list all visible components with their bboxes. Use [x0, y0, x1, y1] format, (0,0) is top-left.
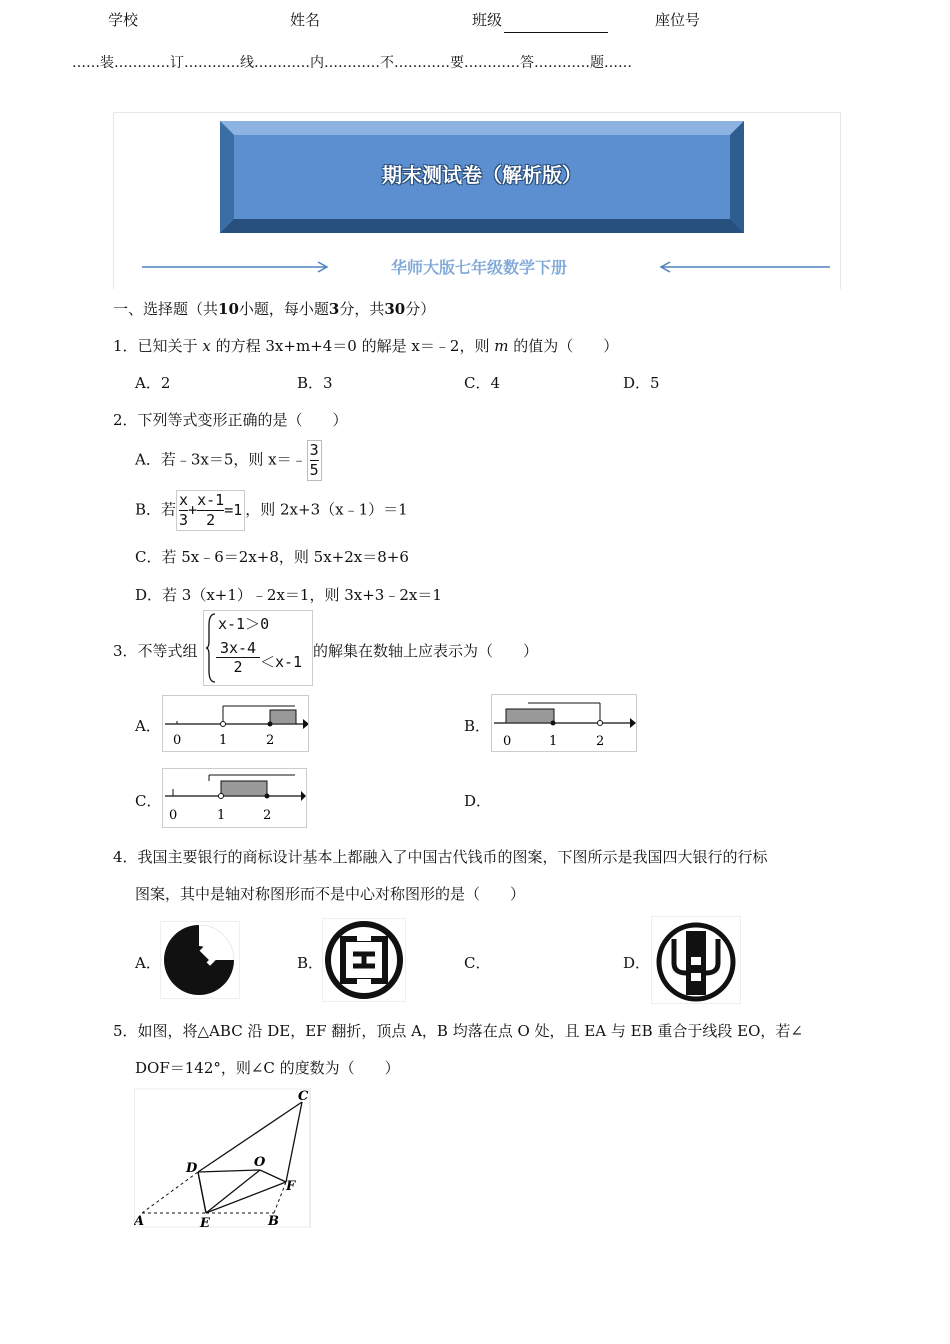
q3-number-line-c[interactable]: [162, 768, 307, 828]
q5-triangle-figure: [134, 1088, 312, 1230]
q2-b-result: ，则 2x+3（x﹣1）＝1: [245, 500, 408, 519]
abc-logo-icon[interactable]: [651, 916, 741, 1004]
q1-text-e: 的值为（ ）: [513, 337, 619, 355]
q1-option-c[interactable]: C．4: [464, 374, 501, 392]
question-1: [113, 335, 618, 356]
q3-option-a-label[interactable]: A．: [135, 717, 161, 735]
q2-a-numerator: 3: [309, 441, 319, 459]
q4-option-d-label[interactable]: D．: [623, 954, 651, 972]
q2-b-plus: +: [188, 501, 198, 519]
q4-text-line1: 我国主要银行的商标设计基本上都融入了中国古代钱币的图案，下图所示是我国四大银行的行标: [137, 848, 768, 866]
question-4-line1: [113, 846, 768, 867]
point-E: E: [200, 1216, 210, 1230]
q3-option-b-label[interactable]: B．: [464, 717, 491, 735]
q4-option-c-label[interactable]: C．: [464, 954, 491, 972]
q2-number: 2．: [113, 411, 138, 429]
question-3-prefix: [113, 640, 198, 661]
q5-number: 5．: [113, 1022, 138, 1040]
section-label: 一、选择题（共: [113, 300, 219, 318]
q2-a-fraction: [307, 440, 322, 481]
section-per: 3: [328, 300, 340, 318]
q1-text-d: ，则: [459, 337, 490, 355]
school-label: 学校: [108, 11, 139, 29]
tick-2: 2: [266, 733, 275, 748]
q1-text-c: 的解是: [361, 337, 407, 355]
section-end: 分）: [405, 300, 436, 318]
name-label: 姓名: [290, 11, 321, 29]
tick-0: 0: [169, 808, 178, 823]
q3-brace-icon: [206, 613, 216, 683]
q2-b-text: B．若: [135, 500, 177, 519]
q3-row2-numerator: 3x-4: [216, 639, 260, 658]
q1-option-b[interactable]: B．3: [297, 374, 333, 392]
q3-row1: x-1＞0: [218, 615, 270, 633]
q1-text-b: 的方程: [215, 337, 261, 355]
icbc-logo-icon[interactable]: [322, 918, 406, 1002]
tick-0: 0: [173, 733, 182, 748]
q3-number-line-a[interactable]: [162, 695, 309, 752]
question-4-line2: 图案，其中是轴对称图形而不是中心对称图形的是（ ）: [135, 885, 526, 903]
q2-text: 下列等式变形正确的是（ ）: [137, 411, 348, 429]
binding-line: ……装…………订…………线…………内…………不…………要…………答…………题……: [72, 55, 632, 71]
right-arrow-icon: [658, 261, 830, 273]
section-count: 10: [218, 300, 239, 318]
q4-number: 4．: [113, 848, 138, 866]
title-banner: [113, 112, 841, 289]
section-mid2: 分，共: [339, 300, 385, 318]
q1-number: 1．: [113, 337, 138, 355]
q3-inequality-system: [203, 610, 313, 686]
q3-option-d-label[interactable]: D．: [464, 792, 492, 810]
ccb-logo-icon[interactable]: [160, 921, 240, 999]
tick-0: 0: [503, 734, 512, 749]
q2-b-equals: =1: [224, 501, 243, 519]
tick-1: 1: [549, 734, 558, 749]
point-F: F: [286, 1179, 296, 1194]
tick-2: 2: [596, 734, 605, 749]
q1-var-m: m: [494, 337, 509, 355]
q2-b-expression: [176, 490, 245, 531]
point-O: O: [254, 1155, 266, 1170]
q2-a-denominator: 5: [309, 461, 319, 479]
q3-pre: 不等式组: [137, 642, 198, 660]
q4-option-b-label[interactable]: B．: [297, 954, 324, 972]
seat-label: 座位号: [655, 11, 701, 29]
section-mid1: 小题，每小题: [238, 300, 329, 318]
q2-option-a[interactable]: [135, 440, 322, 481]
question-5-line2: DOF＝142°，则∠C 的度数为（ ）: [135, 1059, 400, 1077]
banner-title: 期末测试卷（解析版）: [382, 163, 582, 187]
section-heading: [113, 298, 435, 319]
q4-option-a-label[interactable]: A．: [135, 954, 161, 972]
q3-suffix: 的解集在数轴上应表示为（ ）: [313, 642, 539, 660]
q2-b-num1: x: [179, 491, 189, 509]
q1-var-x: x: [202, 337, 211, 355]
q3-row2-relation: ＜x-1: [260, 653, 303, 671]
q2-b-den1: 3: [179, 511, 189, 529]
q3-option-c-label[interactable]: C．: [135, 792, 162, 810]
banner-subtitle: 华师大版七年级数学下册: [390, 258, 567, 277]
tick-1: 1: [219, 733, 228, 748]
q2-a-text: A．若﹣3x＝5，则 x＝﹣: [135, 450, 307, 469]
point-A: A: [134, 1214, 145, 1229]
q2-option-b[interactable]: [135, 490, 408, 531]
question-2: [113, 409, 348, 430]
q2-b-num2: x-1: [197, 491, 225, 509]
left-arrow-icon: [142, 261, 332, 273]
q2-option-d[interactable]: D．若 3（x+1）﹣2x＝1，则 3x+3﹣2x＝1: [135, 586, 442, 604]
question-5-line1: [113, 1020, 803, 1041]
q2-b-den2: 2: [206, 511, 216, 529]
class-field: [472, 9, 502, 30]
point-B: B: [268, 1214, 279, 1229]
point-C: C: [298, 1089, 309, 1104]
tick-1: 1: [217, 808, 226, 823]
q3-number: 3．: [113, 642, 138, 660]
q1-solution: x＝﹣2: [411, 337, 460, 355]
q3-number-line-b[interactable]: [491, 694, 637, 752]
point-D: D: [186, 1161, 198, 1176]
tick-2: 2: [263, 808, 272, 823]
q1-text-a: 已知关于: [137, 337, 198, 355]
class-blank[interactable]: [504, 18, 608, 33]
q2-option-c[interactable]: C．若 5x﹣6＝2x+8，则 5x+2x＝8+6: [135, 548, 409, 566]
q1-option-a[interactable]: A．2: [135, 374, 171, 392]
q1-equation: 3x+m+4＝0: [265, 337, 357, 355]
q5-text-line1: 如图，将△ABC 沿 DE，EF 翻折，顶点 A，B 均落在点 O 处，且 EA 与 EB 重合于线段 EO，若∠: [137, 1022, 803, 1040]
class-label: 班级: [472, 11, 503, 29]
section-total: 30: [384, 300, 406, 318]
q1-option-d[interactable]: D．5: [623, 374, 660, 392]
q3-row2-denominator: 2: [233, 658, 243, 676]
